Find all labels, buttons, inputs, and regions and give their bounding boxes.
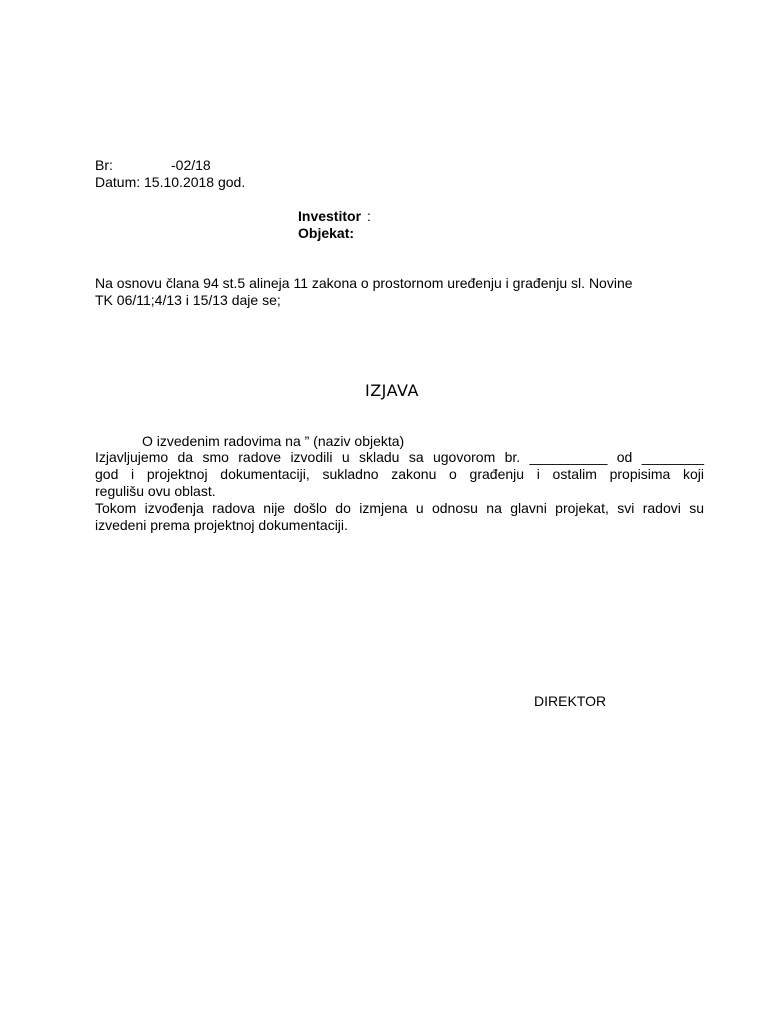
declaration-line-3: regulišu ovu oblast.: [95, 483, 216, 499]
datum-line: Datum: 15.10.2018 god.: [95, 174, 246, 190]
execution-line-1: Tokom izvođenja radova nije došlo do izmjena u odnosu na glavni projekat, svi radovi su: [95, 500, 704, 516]
document-title: IZJAVA: [365, 381, 419, 400]
br-value: -02/18: [171, 157, 211, 173]
declaration-line-2: god i projektnoj dokumentaciji, sukladno zakonu o građenju i ostalim propisima koji: [95, 466, 704, 482]
objekat-label: Objekat:: [298, 225, 355, 241]
legal-basis-paragraph: [95, 275, 695, 309]
signature-label: DIREKTOR: [534, 693, 607, 709]
br-label: Br:: [95, 157, 113, 173]
declaration-line-1: Izjavljujemo da smo radove izvodili u skladu sa ugovorom br. __________ od ________: [95, 449, 704, 465]
investitor-colon: :: [367, 208, 371, 224]
declaration-paragraph: [95, 449, 704, 534]
legal-basis-line-1: Na osnovu člana 94 st.5 alineja 11 zakona o prostornom uređenju i građenju sl. Novine: [95, 275, 633, 291]
investitor-label: Investitor: [298, 208, 362, 224]
legal-basis-line-2: TK 06/11;4/13 i 15/13 daje se;: [95, 292, 281, 308]
execution-line-2: izvedeni prema projektnoj dokumentaciji.: [95, 517, 348, 533]
subject-line: O izvedenim radovima na ” (naziv objekta): [142, 433, 405, 449]
